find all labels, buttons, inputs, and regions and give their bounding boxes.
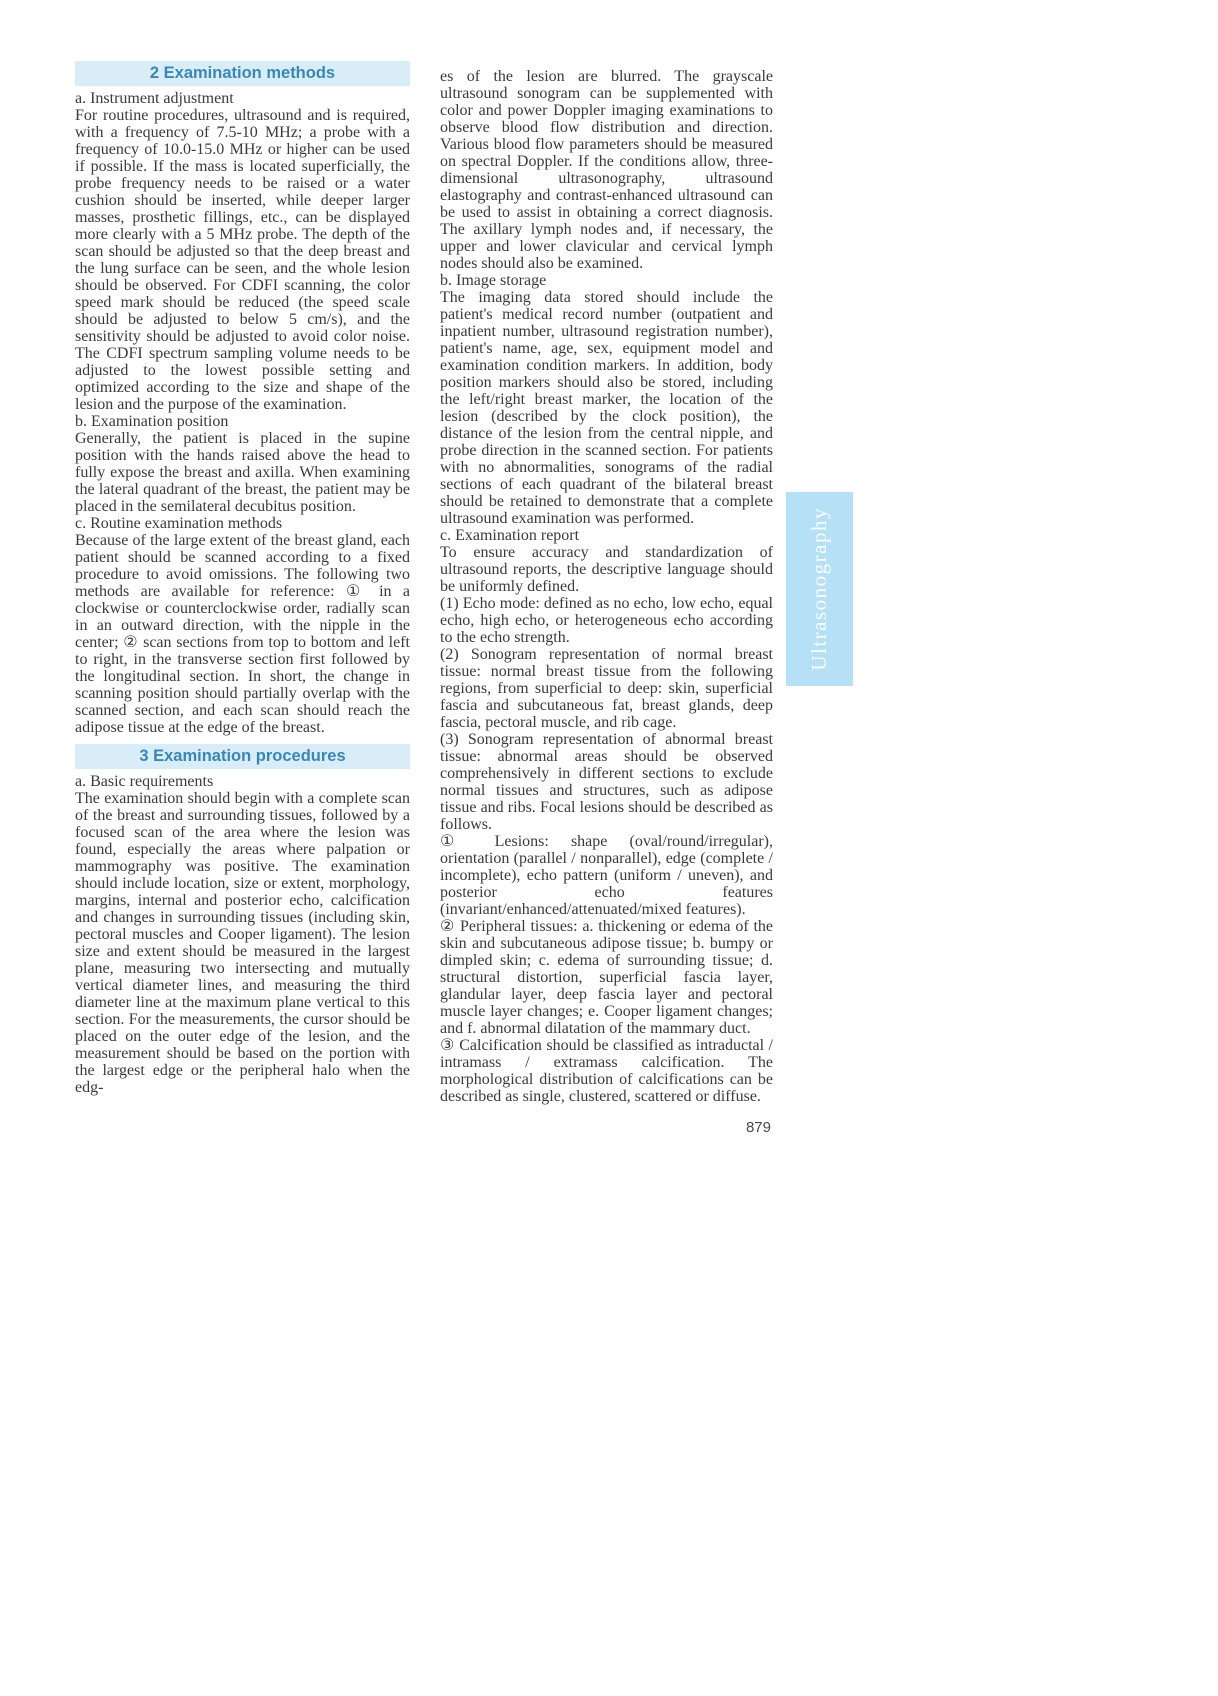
subsection-heading-examination-report: c. Examination report [440, 527, 580, 544]
paragraph-examination-position: Generally, the patient is placed in the supine position with the hands raised above the head to fully expose the breast and axilla. When examining the lateral quadrant of the breast, the patient may be placed in the semilateral decubitus position. [75, 430, 410, 515]
subsection-heading-instrument-adjustment: a. Instrument adjustment [75, 90, 234, 107]
section-header-examination-procedures [75, 744, 410, 769]
paragraph-basic-requirements: The examination should begin with a complete scan of the breast and surrounding tissues, followed by a focused scan of the area where the lesion was found, especially the areas where palpation or mammography was positive. The examination should include location, size or extent, morphology, margins, internal and posterior echo, calcification and changes in surrounding tissues (including skin, pectoral muscles and Cooper ligament). The lesion size and extent should be measured in the largest plane, measuring two intersecting and mutually vertical diameter lines, and measuring the third diameter line at the maximum plane vertical to this section. For the measurements, the cursor should be placed on the outer edge of the lesion, and the measurement should be based on the portion with the largest edge or the peripheral halo when the edg- [75, 790, 410, 1096]
subsection-heading-basic-requirements: a. Basic requirements [75, 773, 214, 790]
paragraph-echo-mode: (1) Echo mode: defined as no echo, low echo, equal echo, high echo, or heterogeneous echo according to the echo strength. [440, 595, 773, 646]
left-column [75, 61, 410, 1096]
subsection-heading-routine-examination-methods: c. Routine examination methods [75, 515, 283, 532]
page-number: 879 [745, 1119, 771, 1136]
paragraph-continuation: es of the lesion are blurred. The grayscale ultrasound sonogram can be supplemented with color and power Doppler imaging examinations to observe blood flow distribution and direction. Various blood flow parameters should be measured on spectral Doppler. If the conditions allow, three-dimensional ultrasonography, ultrasound elastography and contrast-enhanced ultrasound can be used to assist in obtaining a correct diagnosis. The axillary lymph nodes and, if necessary, the upper and lower clavicular and cervical lymph nodes should also be examined. [440, 68, 773, 272]
paragraph-peripheral-tissues: ② Peripheral tissues: a. thickening or edema of the skin and subcutaneous adipose tissue; b. bumpy or dimpled skin; c. edema of surrounding tissue; d. structural distortion, superficial fascia layer, glandular layer, deep fascia layer and pectoral muscle layer changes; e. Cooper ligament changes; and f. abnormal dilatation of the mammary duct. [440, 918, 773, 1037]
section-header-label: 3 Examination procedures [139, 747, 346, 765]
paragraph-abnormal-breast-tissue: (3) Sonogram representation of abnormal breast tissue: abnormal areas should be observed comprehensively in different sections to exclude normal tissues and structures, such as adipose tissue and ribs. Focal lesions should be described as follows. [440, 731, 773, 833]
right-column [440, 68, 773, 1136]
chapter-tab-ultrasonography [786, 492, 853, 686]
paragraph-instrument-adjustment: For routine procedures, ultrasound and is required, with a frequency of 7.5-10 MHz; a probe with a frequency of 10.0-15.0 MHz or higher can be used if possible. If the mass is located superficially, the probe frequency needs to be raised or a water cushion should be inserted, while deeper larger masses, prosthetic fillings, etc., can be displayed more clearly with a 5 MHz probe. The depth of the scan should be adjusted so that the deep breast and the lung surface can be seen, and the whole lesion should be observed. For CDFI scanning, the color speed mark should be reduced (the speed scale should be adjusted to below 5 cm/s), and the sensitivity should be adjusted to avoid color noise. The CDFI spectrum sampling volume needs to be adjusted to the lowest possible setting and optimized according to the size and shape of the lesion and the purpose of the examination. [75, 107, 410, 413]
subsection-heading-examination-position: b. Examination position [75, 413, 229, 430]
paragraph-routine-examination-methods: Because of the large extent of the breast gland, each patient should be scanned according to a fixed procedure to avoid omissions. The following two methods are available for reference: ① in a clockwise or counterclockwise order, radially scan in an outward direction, with the nipple in the center; ② scan sections from top to bottom and left to right, in the transverse section first followed by the longitudinal section. In short, the change in scanning position should partially overlap with the scanned section, and each scan should reach the adipose tissue at the edge of the breast. [75, 532, 410, 736]
section-header-examination-methods [75, 61, 410, 86]
paragraph-examination-report: To ensure accuracy and standardization of ultrasound reports, the descriptive language should be uniformly defined. [440, 544, 773, 595]
section-header-label: 2 Examination methods [149, 64, 336, 82]
chapter-tab-label: Ultrasonography [807, 507, 831, 671]
subsection-heading-image-storage: b. Image storage [440, 272, 547, 289]
paragraph-normal-breast-tissue: (2) Sonogram representation of normal breast tissue: normal breast tissue from the following regions, from superficial to deep: skin, superficial fascia and subcutaneous fat, breast glands, deep fascia, pectoral muscle, and rib cage. [440, 646, 773, 731]
paragraph-image-storage: The imaging data stored should include the patient's medical record number (outpatient and inpatient number, ultrasound registration number), patient's name, age, sex, equipment model and examination condition markers. In addition, body position markers should also be stored, including the left/right breast marker, the location of the lesion (described by the clock position), the distance of the lesion from the central nipple, and probe direction in the scanned section. For patients with no abnormalities, sonograms of the radial sections of each quadrant of the bilateral breast should be retained to demonstrate that a complete ultrasound examination was performed. [440, 289, 773, 527]
paragraph-calcification: ③ Calcification should be classified as intraductal / intramass / extramass calcification. The morphological distribution of calcifications can be described as single, clustered, scattered or diffuse. [440, 1037, 773, 1105]
paragraph-lesions: ① Lesions: shape (oval/round/irregular), orientation (parallel / nonparallel), edge (complete / incomplete), echo pattern (uniform / uneven), and posterior echo features (invariant/enhanced/attenuated/mixed features). [440, 833, 773, 918]
